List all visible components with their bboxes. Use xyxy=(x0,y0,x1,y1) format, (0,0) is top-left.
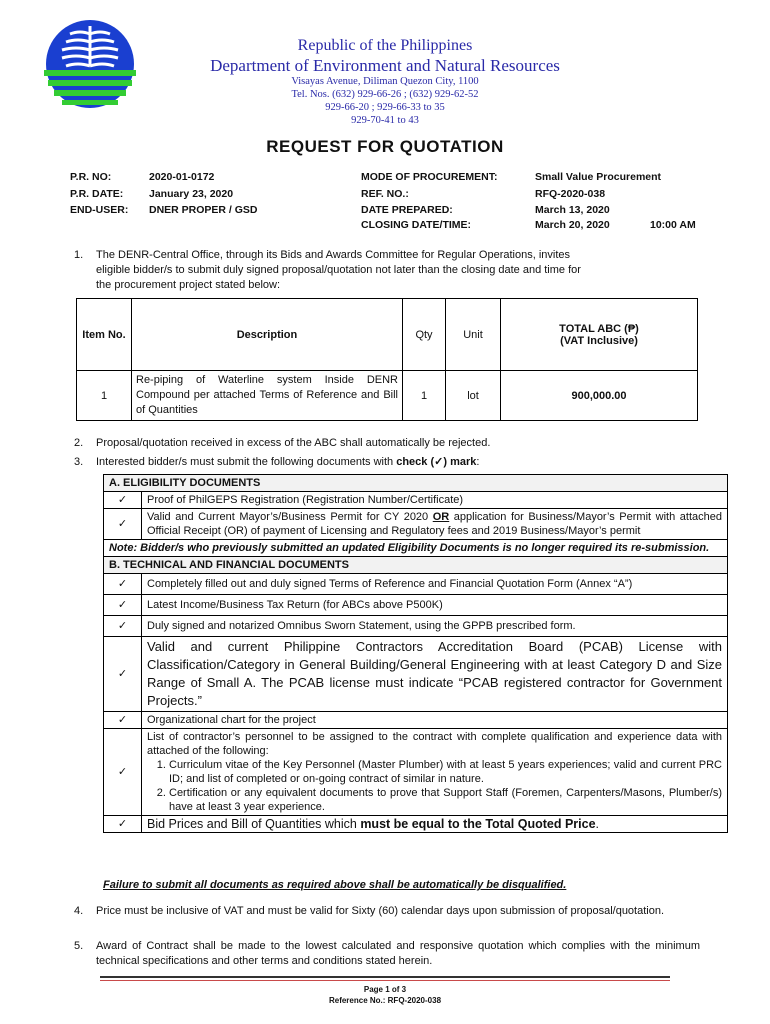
item-b7-pre: Bid Prices and Bill of Quantities which xyxy=(147,817,357,831)
row-qty: 1 xyxy=(403,371,446,421)
paragraph-4-number: 4. xyxy=(74,905,84,917)
header-tel-1: Tel. Nos. (632) 929-66-26 ; (632) 929-62-52 xyxy=(291,89,479,100)
checklist-row xyxy=(104,712,728,729)
checklist-row xyxy=(104,616,728,637)
mode-label: MODE OF PROCUREMENT: xyxy=(361,171,498,183)
paragraph-1 xyxy=(74,248,700,293)
checklist-row xyxy=(104,816,728,833)
item-b7-post: . xyxy=(595,817,600,831)
header-country: Republic of the Philippines xyxy=(297,37,473,54)
check-mark-icon[interactable]: ✓ xyxy=(104,595,142,616)
item-b6-sub-1: 1. Curriculum vitae of the Key Personnel (Master Plumber) with at least 5 years experiences; valid and current PRC ID; and list of completed or on-going contract of similar in nature. xyxy=(169,758,722,786)
check-mark-icon[interactable]: ✓ xyxy=(104,816,142,833)
item-b3: Duly signed and notarized Omnibus Sworn Statement, using the GPPB prescribed form. xyxy=(142,616,728,637)
item-a2-post: application for Business/Mayor’s Permit with attached Official Receipt (OR) of payment of Licensing and Regulatory fees and 2019 Business/Mayor’s permit xyxy=(147,511,722,537)
mode-value: Small Value Procurement xyxy=(535,171,662,183)
paragraph-5-number: 5. xyxy=(74,940,84,952)
paragraph-4 xyxy=(74,904,700,919)
footer-divider-accent xyxy=(100,980,670,981)
checklist-row xyxy=(104,595,728,616)
item-b1: Completely filled out and duly signed Terms of Reference and Financial Quotation Form (Annex “A”) xyxy=(142,574,728,595)
section-a-row xyxy=(104,475,728,492)
section-a-heading: A. ELIGIBILITY DOCUMENTS xyxy=(104,475,728,492)
row-unit: lot xyxy=(446,371,501,421)
check-mark-icon[interactable]: ✓ xyxy=(104,712,142,729)
checklist-row xyxy=(104,637,728,712)
header-unit: Unit xyxy=(446,299,501,371)
checklist-row xyxy=(104,509,728,540)
footer-divider xyxy=(100,976,670,978)
header-department: Department of Environment and Natural Resources xyxy=(210,56,560,75)
header-address: Visayas Avenue, Diliman Quezon City, 1100 xyxy=(291,76,479,87)
item-b6-list xyxy=(147,758,722,814)
item-a1: Proof of PhilGEPS Registration (Registration Number/Certificate) xyxy=(142,492,728,509)
check-mark-icon[interactable]: ✓ xyxy=(104,729,142,816)
table-row xyxy=(77,371,698,421)
item-b4: Valid and current Philippine Contractors Accreditation Board (PCAB) License with Classification/Category in General Building/General Engineering with at least Category D and Size Range of Small A. The PCAB license must indicate “PCAB registered contractor for Government Projects.” xyxy=(142,637,728,712)
failure-note: Failure to submit all documents as required above shall be automatically be disqualified. xyxy=(103,879,567,891)
paragraph-4-text: Price must be inclusive of VAT and must be valid for Sixty (60) calendar days upon submission of proposal/quotation. xyxy=(96,905,665,917)
paragraph-1-line-2: eligible bidder/s to submit duly signed proposal/quotation not later than the closing date and time for xyxy=(96,264,581,276)
ref-label: REF. NO.: xyxy=(361,188,409,200)
check-mark-icon[interactable]: ✓ xyxy=(104,509,142,540)
header-tel-2: 929-66-20 ; 929-66-33 to 35 xyxy=(325,102,445,113)
date-prepared-label: DATE PREPARED: xyxy=(361,204,453,216)
checklist-table xyxy=(103,474,728,833)
paragraph-1-line-1: The DENR-Central Office, through its Bids and Awards Committee for Regular Operations, invites xyxy=(96,249,571,261)
paragraph-3-bold: check (✓) mark xyxy=(396,456,477,468)
item-b7-bold: must be equal to the Total Quoted Price xyxy=(360,817,596,831)
header-qty: Qty xyxy=(403,299,446,371)
item-a2 xyxy=(142,509,728,540)
item-a2-pre: Valid and Current Mayor’s/Business Permit for CY 2020 xyxy=(147,511,429,523)
pr-date-value: January 23, 2020 xyxy=(149,188,234,200)
header-item-no: Item No. xyxy=(77,299,132,371)
checklist-row xyxy=(104,574,728,595)
header-abc xyxy=(501,299,698,371)
closing-time-value: 10:00 AM xyxy=(650,219,696,231)
check-mark-icon[interactable]: ✓ xyxy=(104,574,142,595)
paragraph-3 xyxy=(74,455,700,470)
closing-label: CLOSING DATE/TIME: xyxy=(361,219,472,231)
page-title: REQUEST FOR QUOTATION xyxy=(266,137,504,156)
paragraph-3-text: Interested bidder/s must submit the following documents with xyxy=(96,456,394,468)
item-b6 xyxy=(142,729,728,816)
item-b6-sub-2: 2. Certification or any equivalent documents to prove that Support Staff (Foremen, Carpenters/Masons, Plumber/s) have at least 3 year experience. xyxy=(169,786,722,814)
end-user-value: DNER PROPER / GSD xyxy=(149,204,258,216)
eligibility-note: Note: Bidder/s who previously submitted an updated Eligibility Documents is no longer required its re-submission. xyxy=(104,540,728,557)
footer-page-number: Page 1 of 3 xyxy=(363,985,407,994)
pr-no-value: 2020-01-0172 xyxy=(149,171,215,183)
header-tel-3: 929-70-41 to 43 xyxy=(351,115,419,126)
paragraph-2-number: 2. xyxy=(74,437,84,449)
paragraph-5 xyxy=(74,939,700,969)
item-b7 xyxy=(142,816,728,833)
row-description: Re-piping of Waterline system Inside DENR Compound per attached Terms of Reference and Bill of Quantities xyxy=(132,371,403,421)
footer-reference: Reference No.: RFQ-2020-038 xyxy=(328,996,442,1005)
date-prepared-value: March 13, 2020 xyxy=(535,204,610,216)
ref-value: RFQ-2020-038 xyxy=(535,188,606,200)
header-abc-title: TOTAL ABC (₱) xyxy=(559,322,639,335)
paragraph-5-text: Award of Contract shall be made to the lowest calculated and responsive quotation which complies with the minimum technical specifications and other terms and conditions stated herein. xyxy=(96,940,700,967)
item-b5: Organizational chart for the project xyxy=(142,712,728,729)
header-description: Description xyxy=(132,299,403,371)
paragraph-2-text: Proposal/quotation received in excess of the ABC shall automatically be rejected. xyxy=(96,437,491,449)
paragraph-1-number: 1. xyxy=(74,249,84,261)
paragraph-3-number: 3. xyxy=(74,456,84,468)
paragraph-2 xyxy=(74,436,700,451)
pr-no-label: P.R. NO: xyxy=(70,171,112,183)
row-item-no: 1 xyxy=(77,371,132,421)
checklist-row xyxy=(104,729,728,816)
section-b-row xyxy=(104,557,728,574)
item-b2: Latest Income/Business Tax Return (for ABCs above P500K) xyxy=(142,595,728,616)
item-b6-intro: List of contractor’s personnel to be assigned to the contract with complete qualification and experience data with attached of the following: xyxy=(147,731,722,757)
check-mark-icon[interactable]: ✓ xyxy=(104,492,142,509)
end-user-label: END-USER: xyxy=(70,204,129,216)
row-abc: 900,000.00 xyxy=(501,371,698,421)
check-mark-icon[interactable]: ✓ xyxy=(104,616,142,637)
section-b-heading: B. TECHNICAL AND FINANCIAL DOCUMENTS xyxy=(104,557,728,574)
closing-date-value: March 20, 2020 xyxy=(535,219,610,231)
pr-date-label: P.R. DATE: xyxy=(70,188,124,200)
header-abc-subtitle: (VAT Inclusive) xyxy=(560,334,638,347)
item-a2-or: OR xyxy=(432,511,450,523)
check-mark-icon[interactable]: ✓ xyxy=(104,637,142,712)
paragraph-3-after: : xyxy=(476,456,480,468)
checklist-row xyxy=(104,492,728,509)
paragraph-1-line-3: the procurement project stated below: xyxy=(96,279,281,291)
item-table-header-row xyxy=(77,299,698,371)
item-table xyxy=(76,298,698,421)
note-row xyxy=(104,540,728,557)
